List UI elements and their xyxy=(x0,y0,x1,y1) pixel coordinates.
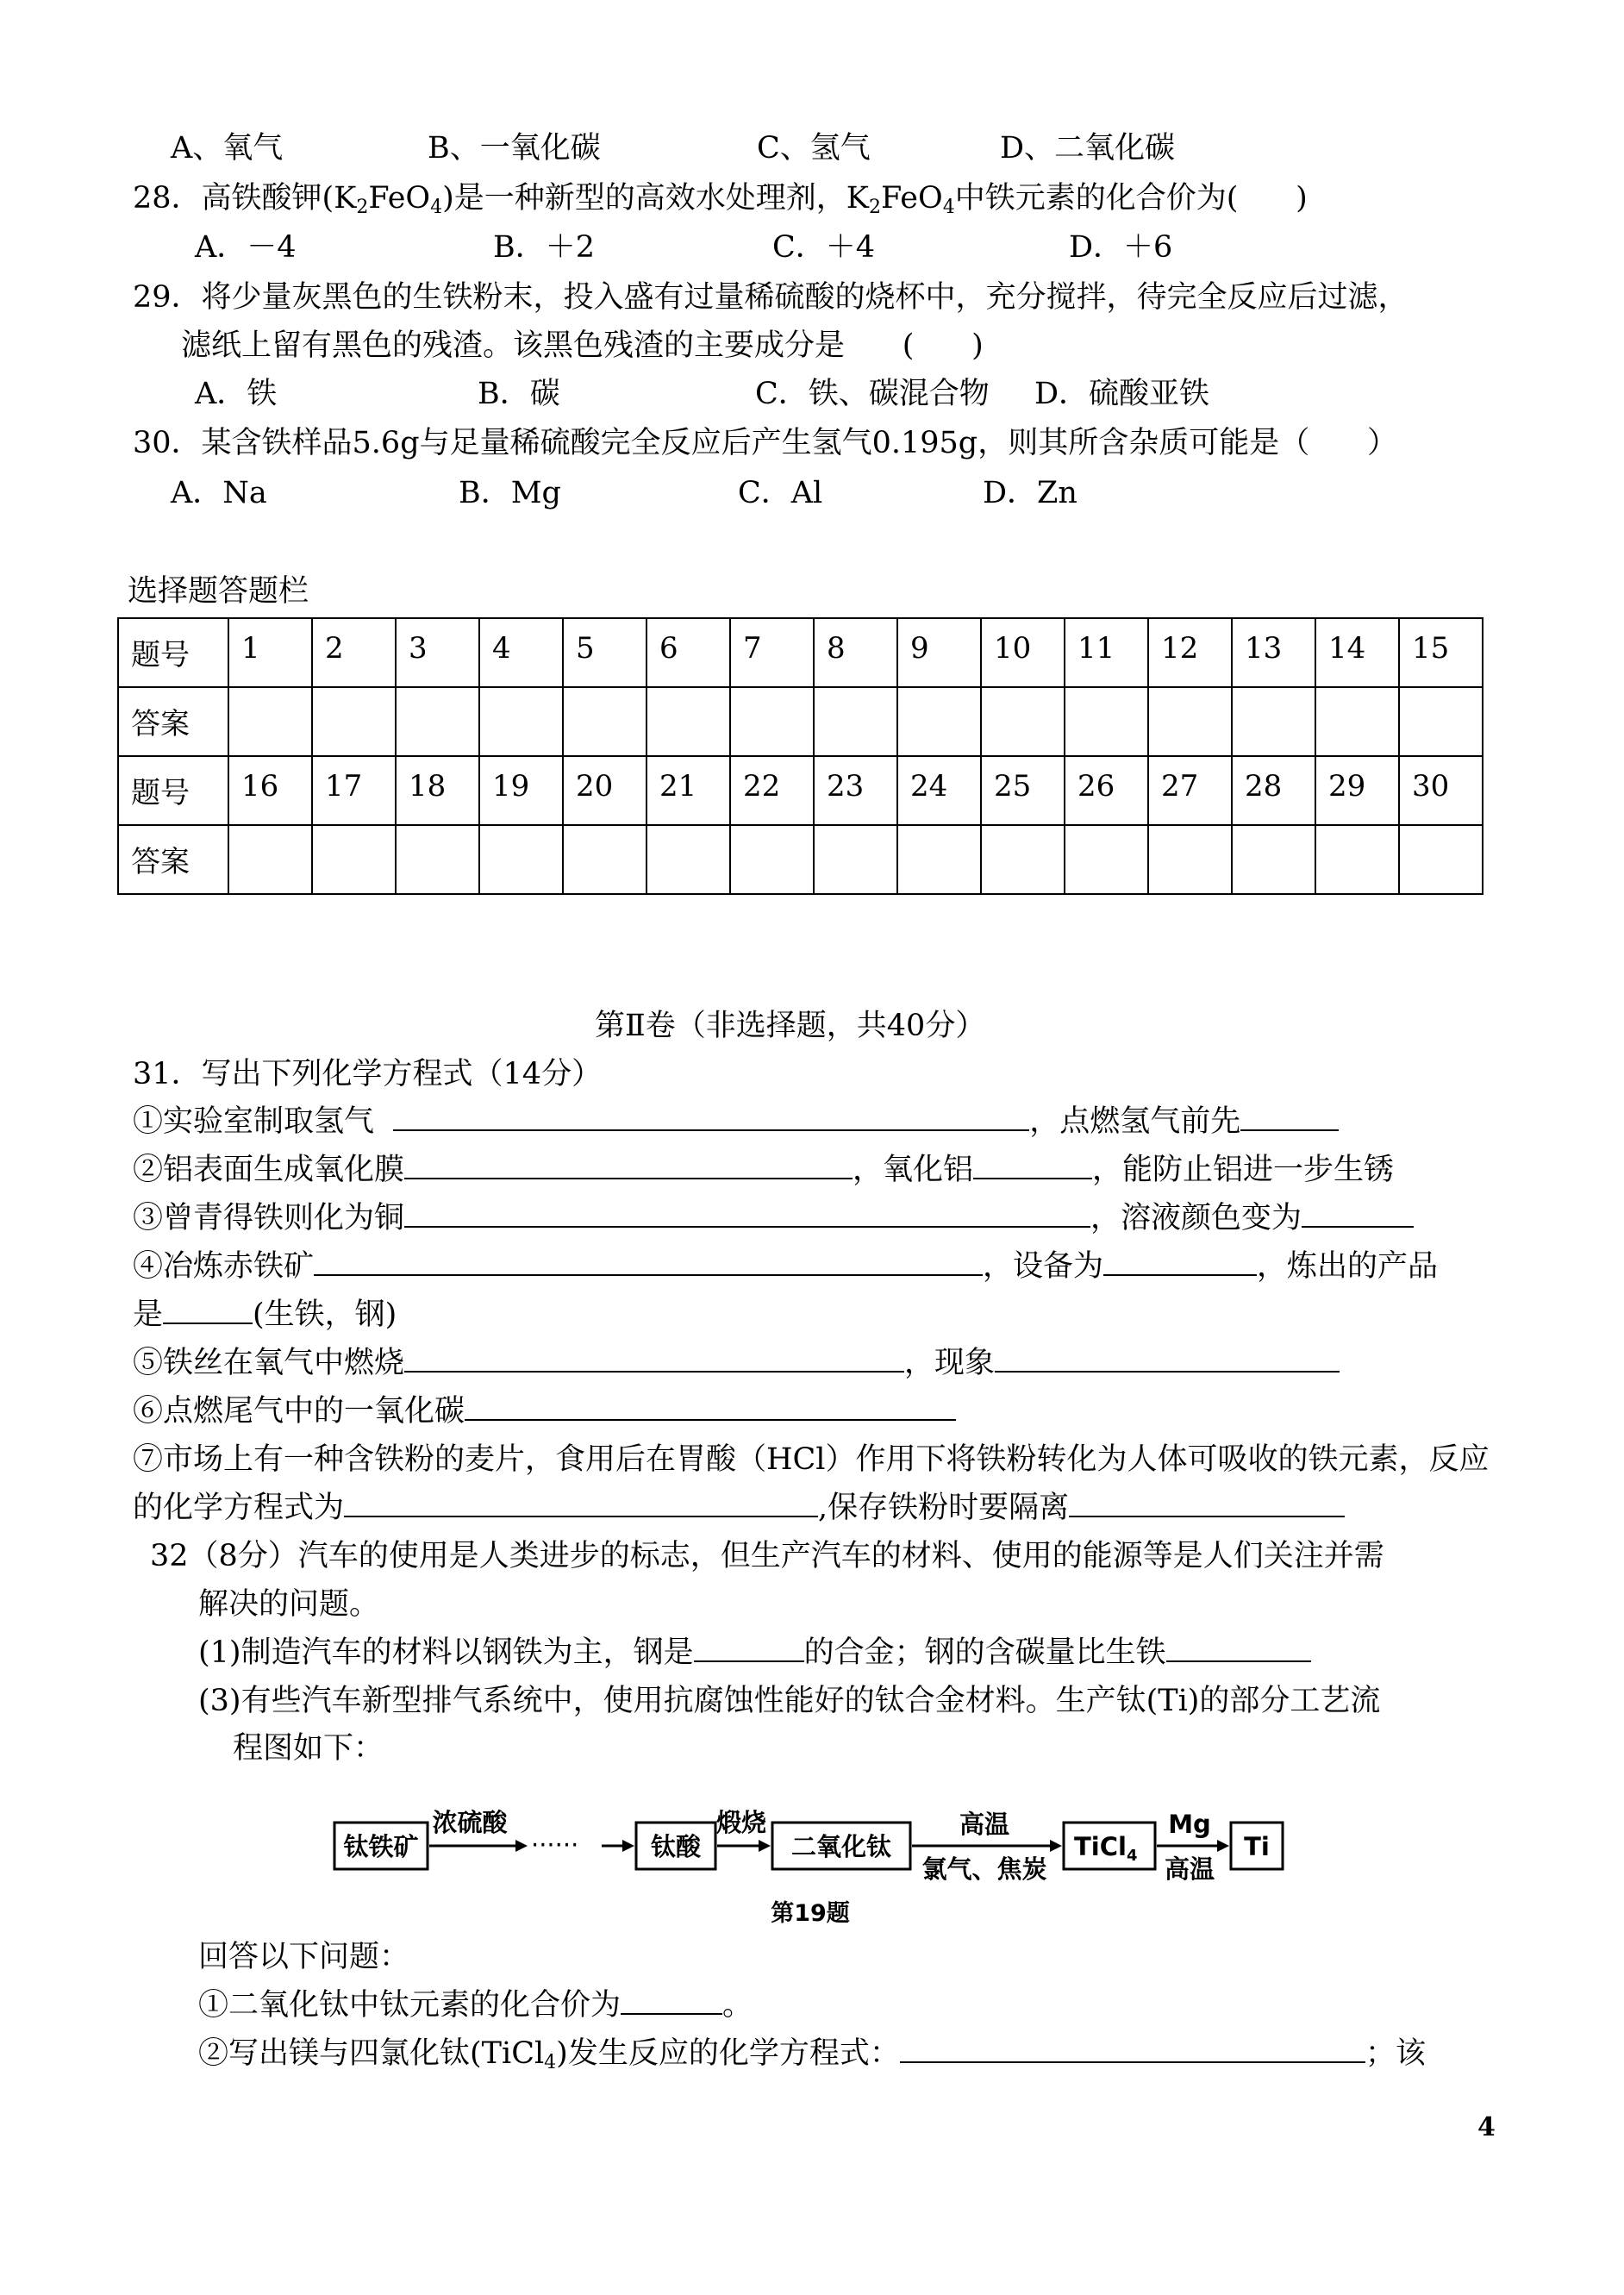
q30-option-c: C．Al xyxy=(738,476,823,510)
answer-cell[interactable] xyxy=(228,825,312,894)
question-number: 23 xyxy=(814,756,897,825)
blank-line[interactable] xyxy=(1302,1200,1414,1228)
q32-answer-prompt: 回答以下问题： xyxy=(198,1940,410,1974)
q27-option-d: D、二氧化碳 xyxy=(1000,131,1176,166)
q31-item7-line2: 的化学方程式为 ,保存铁粉时要隔离 xyxy=(133,1489,1345,1527)
blank-line[interactable] xyxy=(163,1297,253,1324)
row-label-answer: 答案 xyxy=(118,825,228,894)
question-number: 26 xyxy=(1065,756,1148,825)
answer-cell[interactable] xyxy=(479,687,563,756)
answer-sheet-table xyxy=(117,617,1483,895)
q30-option-d: D．Zn xyxy=(983,476,1077,510)
question-number: 11 xyxy=(1065,618,1148,687)
answer-cell[interactable] xyxy=(312,825,396,894)
flow-box-titanic-acid-label: 钛酸 xyxy=(650,1832,702,1861)
q32-answer-1: ①二氧化钛中钛元素的化合价为 。 xyxy=(198,1988,753,2023)
answer-cell[interactable] xyxy=(312,687,396,756)
q31-item1: ①实验室制取氢气 ，点燃氢气前先 xyxy=(133,1103,1339,1141)
flow-arrowhead-3 xyxy=(1050,1840,1062,1852)
blank-line[interactable] xyxy=(621,1987,722,2015)
q29-option-b: B．碳 xyxy=(478,377,560,411)
q30-stem: 30．某含铁样品5.6g与足量稀硫酸完全反应后产生氢气0.195g，则其所含杂质可能是（ ） xyxy=(133,426,1397,460)
answer-cell[interactable] xyxy=(981,825,1065,894)
q31-item7-line1: ⑦市场上有一种含铁粉的麦片，食用后在胃酸（HCl）作用下将铁粉转化为人体可吸收的铁元素，反应 xyxy=(133,1442,1490,1477)
answer-cell[interactable] xyxy=(1148,687,1232,756)
answer-cell[interactable] xyxy=(396,825,479,894)
answer-cell[interactable] xyxy=(1399,825,1483,894)
flow-box-titanium-dioxide-label: 二氧化钛 xyxy=(790,1832,892,1861)
q29-option-c: C．铁、碳混合物 xyxy=(755,377,990,411)
question-number: 18 xyxy=(396,756,479,825)
row-label-number: 题号 xyxy=(118,756,228,825)
q29-stem-line1: 29．将少量灰黑色的生铁粉末，投入盛有过量稀硫酸的烧杯中，充分搅拌，待完全反应后过滤， xyxy=(133,280,1409,315)
flow-caption: 第19题 xyxy=(771,1900,850,1927)
answer-cell[interactable] xyxy=(730,825,814,894)
question-number: 9 xyxy=(897,618,981,687)
answer-cell[interactable] xyxy=(228,687,312,756)
question-number: 12 xyxy=(1148,618,1232,687)
q32-part3-line1: (3)有些汽车新型排气系统中，使用抗腐蚀性能好的钛合金材料。生产钛(Ti)的部分工艺流 xyxy=(198,1684,1381,1718)
answer-cell[interactable] xyxy=(563,687,646,756)
flow-arrowhead-2 xyxy=(759,1840,771,1852)
question-number: 1 xyxy=(228,618,312,687)
flow-arrow-3-bottom-label: 氯气、焦炭 xyxy=(921,1854,1047,1884)
flow-box-titanium-label: Ti xyxy=(1244,1832,1270,1861)
flow-arrowhead-1 xyxy=(515,1840,528,1852)
q32-answer-2: ②写出镁与四氯化钛(TiCl$_4$)发生反应的化学方程式： ；该 xyxy=(198,2036,1426,2073)
q32-part1: (1)制造汽车的材料以钢铁为主，钢是 的合金；钢的含碳量比生铁 xyxy=(198,1634,1311,1672)
q28-option-d: D．＋6 xyxy=(1069,230,1173,265)
question-number: 28 xyxy=(1232,756,1315,825)
blank-line[interactable] xyxy=(404,1200,1090,1228)
blank-line[interactable] xyxy=(314,1248,983,1276)
question-number: 19 xyxy=(479,756,563,825)
blank-line[interactable] xyxy=(1069,1490,1345,1517)
blank-line[interactable] xyxy=(404,1345,904,1373)
flow-box-ticl4-label: TiCl$_4$ xyxy=(1074,1832,1138,1865)
q27-option-b: B、一氧化碳 xyxy=(428,131,601,166)
blank-line[interactable] xyxy=(1240,1104,1339,1131)
flow-arrow-2-label: 煅烧 xyxy=(715,1808,767,1837)
question-number: 15 xyxy=(1399,618,1483,687)
answer-cell[interactable] xyxy=(1065,687,1148,756)
q28-option-a: A．－4 xyxy=(195,230,297,265)
question-number: 21 xyxy=(646,756,730,825)
question-number: 10 xyxy=(981,618,1065,687)
part2-title: 第Ⅱ卷（非选择题，共40分） xyxy=(595,1009,986,1043)
answer-cell[interactable] xyxy=(814,687,897,756)
flow-arrow-3-top-label: 高温 xyxy=(959,1810,1010,1839)
q28-option-b: B．＋2 xyxy=(493,230,595,265)
answer-cell[interactable] xyxy=(981,687,1065,756)
q27-option-a: A、氧气 xyxy=(171,131,284,166)
q31-item4-cont: 是 (生铁，钢) xyxy=(133,1298,397,1332)
question-number: 6 xyxy=(646,618,730,687)
answer-cell[interactable] xyxy=(1232,687,1315,756)
q27-option-c: C、氢气 xyxy=(757,131,871,166)
q29-option-d: D．硫酸亚铁 xyxy=(1034,377,1210,411)
titanium-process-flowchart xyxy=(328,1798,1293,1928)
q31-item3: ③曾青得铁则化为铜 ，溶液颜色变为 xyxy=(133,1199,1414,1237)
answer-cell[interactable] xyxy=(1065,825,1148,894)
answer-row-answers-1 xyxy=(118,687,1483,756)
question-number: 14 xyxy=(1315,618,1399,687)
blank-line[interactable] xyxy=(465,1393,956,1421)
answer-cell[interactable] xyxy=(396,687,479,756)
flow-arrow-1-label: 浓硫酸 xyxy=(432,1808,508,1837)
q32-stem-line1: 32（8分）汽车的使用是人类进步的标志，但生产汽车的材料、使用的能源等是人们关注并需 xyxy=(150,1539,1384,1573)
question-number: 4 xyxy=(479,618,563,687)
answer-sheet-title: 选择题答题栏 xyxy=(128,574,309,609)
blank-line[interactable] xyxy=(1166,1635,1311,1662)
question-number: 24 xyxy=(897,756,981,825)
answer-row-numbers-2 xyxy=(118,756,1483,825)
row-label-answer: 答案 xyxy=(118,687,228,756)
page-number: 4 xyxy=(1477,2112,1496,2142)
question-number: 3 xyxy=(396,618,479,687)
answer-cell[interactable] xyxy=(646,687,730,756)
question-number: 16 xyxy=(228,756,312,825)
question-number: 2 xyxy=(312,618,396,687)
q30-option-b: B．Mg xyxy=(459,476,561,510)
flow-arrow-4-bottom-label: 高温 xyxy=(1164,1854,1215,1884)
answer-cell[interactable] xyxy=(646,825,730,894)
q31-item2: ②铝表面生成氧化膜 ，氧化铝 ，能防止铝进一步生锈 xyxy=(133,1153,1395,1187)
answer-cell[interactable] xyxy=(814,825,897,894)
question-number: 30 xyxy=(1399,756,1483,825)
question-number: 22 xyxy=(730,756,814,825)
answer-cell[interactable] xyxy=(1315,825,1399,894)
answer-cell[interactable] xyxy=(1148,825,1232,894)
answer-cell[interactable] xyxy=(897,687,981,756)
answer-cell[interactable] xyxy=(563,825,646,894)
flow-arrowhead-4 xyxy=(1217,1840,1229,1852)
question-number: 25 xyxy=(981,756,1065,825)
question-number: 8 xyxy=(814,618,897,687)
question-number: 7 xyxy=(730,618,814,687)
q32-stem-line2: 解决的问题。 xyxy=(198,1587,380,1622)
question-number: 17 xyxy=(312,756,396,825)
question-number: 5 xyxy=(563,618,646,687)
q30-option-a: A．Na xyxy=(171,476,267,510)
q28-option-c: C．＋4 xyxy=(772,230,876,265)
q31-title: 31．写出下列化学方程式（14分） xyxy=(133,1057,603,1091)
flow-arrowhead-1b xyxy=(622,1840,634,1852)
question-number: 20 xyxy=(563,756,646,825)
q28-stem: 28．高铁酸钾$(K_2FeO_4)$是一种新型的高效水处理剂，$K_2FeO_4$中铁元素的化合价为( ) xyxy=(133,181,1308,218)
answer-row-answers-2 xyxy=(118,825,1483,894)
q29-option-a: A．铁 xyxy=(195,377,278,411)
blank-line[interactable] xyxy=(404,1152,853,1179)
row-label-number: 题号 xyxy=(118,618,228,687)
q29-stem-line2: 滤纸上留有黑色的残渣。该黑色残渣的主要成分是 ( ) xyxy=(181,328,984,363)
answer-cell[interactable] xyxy=(730,687,814,756)
blank-line[interactable] xyxy=(995,1345,1340,1373)
blank-line[interactable] xyxy=(973,1152,1092,1179)
q31-item5: ⑤铁丝在氧气中燃烧 ，现象 xyxy=(133,1344,1340,1382)
question-number: 27 xyxy=(1148,756,1232,825)
blank-line[interactable] xyxy=(344,1490,818,1517)
answer-row-numbers-1 xyxy=(118,618,1483,687)
answer-cell[interactable] xyxy=(479,825,563,894)
answer-cell[interactable] xyxy=(1315,687,1399,756)
q31-item6: ⑥点燃尾气中的一氧化碳 xyxy=(133,1392,956,1430)
q31-item4: ④冶炼赤铁矿 ，设备为 ，炼出的产品 xyxy=(133,1249,1439,1284)
flow-dots: ······ xyxy=(531,1830,579,1860)
question-number: 29 xyxy=(1315,756,1399,825)
q32-part3-line2: 程图如下： xyxy=(233,1731,384,1766)
flow-arrow-4-top-label: Mg xyxy=(1168,1810,1211,1839)
answer-cell[interactable] xyxy=(1399,687,1483,756)
flow-box-ilmenite-label: 钛铁矿 xyxy=(343,1832,419,1861)
blank-line[interactable] xyxy=(694,1635,804,1662)
answer-cell[interactable] xyxy=(897,825,981,894)
blank-line[interactable] xyxy=(1103,1248,1257,1276)
blank-line[interactable] xyxy=(393,1104,1029,1131)
answer-cell[interactable] xyxy=(1232,825,1315,894)
blank-line[interactable] xyxy=(900,2035,1365,2063)
question-number: 13 xyxy=(1232,618,1315,687)
